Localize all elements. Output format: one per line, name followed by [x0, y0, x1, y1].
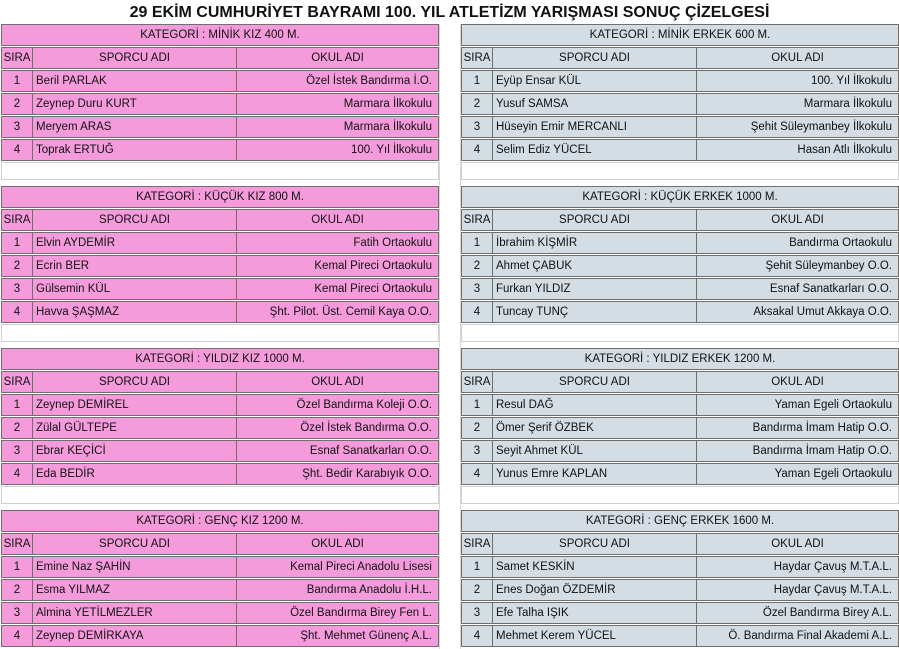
header-sporcu: SPORCU ADI — [32, 372, 236, 392]
spacer-row — [1, 486, 439, 504]
rank-cell: 4 — [13, 468, 21, 480]
category-header — [1, 24, 439, 46]
rank-cell: 3 — [13, 445, 21, 457]
school-name: Haydar Çavuş M.T.A.L. — [696, 557, 898, 577]
category-title: KATEGORİ : YILDIZ ERKEK 1200 M. — [584, 353, 776, 365]
header-sira: SIRA — [463, 376, 491, 388]
column-header-row — [461, 533, 899, 555]
school-name: Ö. Bandırma Final Akademi A.L. — [696, 626, 898, 646]
header-sporcu: SPORCU ADI — [32, 48, 236, 68]
school-name: Özel Bandırma Birey Fen L. — [236, 603, 438, 623]
category-title: KATEGORİ : KÜÇÜK KIZ 800 M. — [136, 191, 304, 203]
header-okul: OKUL ADI — [696, 534, 898, 554]
school-name: Şehit Süleymanbey O.O. — [696, 256, 898, 276]
header-okul: OKUL ADI — [236, 534, 438, 554]
table-row — [1, 301, 439, 323]
column-header-row — [1, 47, 439, 69]
header-sira: SIRA — [463, 538, 491, 550]
school-name: Özel İstek Bandırma O.O. — [236, 418, 438, 438]
school-name: Haydar Çavuş M.T.A.L. — [696, 580, 898, 600]
rank-cell: 4 — [473, 630, 481, 642]
header-okul: OKUL ADI — [696, 210, 898, 230]
column-header-row — [461, 371, 899, 393]
athlete-name: Resul DAĞ — [492, 395, 696, 415]
athlete-name: Esma YILMAZ — [32, 580, 236, 600]
school-name: Şht. Pilot. Üst. Cemil Kaya O.O. — [236, 302, 438, 322]
rank-cell: 1 — [13, 237, 21, 249]
athlete-name: Zeynep Duru KURT — [32, 94, 236, 114]
rank-cell: 3 — [13, 607, 21, 619]
results-grid — [0, 24, 899, 649]
athlete-name: Tuncay TUNÇ — [492, 302, 696, 322]
athlete-name: Zeynep DEMİREL — [32, 395, 236, 415]
category-header — [461, 24, 899, 46]
school-name: Özel İstek Bandırma İ.O. — [236, 71, 438, 91]
header-sira: SIRA — [463, 52, 491, 64]
rank-cell: 3 — [13, 283, 21, 295]
athlete-name: Furkan YILDIZ — [492, 279, 696, 299]
rank-cell: 3 — [473, 607, 481, 619]
school-name: Fatih Ortaokulu — [236, 233, 438, 253]
school-name: Aksakal Umut Akkaya O.O. — [696, 302, 898, 322]
header-okul: OKUL ADI — [696, 372, 898, 392]
athlete-name: Beril PARLAK — [32, 71, 236, 91]
rank-cell: 4 — [13, 144, 21, 156]
school-name: Marmara İlkokulu — [696, 94, 898, 114]
athlete-name: Gülsemin KÜL — [32, 279, 236, 299]
rank-cell: 1 — [13, 75, 21, 87]
table-row — [461, 255, 899, 277]
athlete-name: Ecrin BER — [32, 256, 236, 276]
school-name: Esnaf Sanatkarları O.O. — [236, 441, 438, 461]
rank-cell: 2 — [13, 422, 21, 434]
table-row — [461, 278, 899, 300]
rank-cell: 4 — [13, 306, 21, 318]
table-row — [1, 579, 439, 601]
school-name: Bandırma Ortaokulu — [696, 233, 898, 253]
school-name: Bandırma Anadolu İ.H.L. — [236, 580, 438, 600]
table-row — [1, 70, 439, 92]
column-header-row — [461, 209, 899, 231]
rank-cell: 1 — [473, 75, 481, 87]
table-row — [461, 116, 899, 138]
header-sira: SIRA — [3, 376, 31, 388]
athlete-name: Yusuf SAMSA — [492, 94, 696, 114]
table-row — [1, 602, 439, 624]
table-row — [1, 440, 439, 462]
school-name: Esnaf Sanatkarları O.O. — [696, 279, 898, 299]
rank-cell: 3 — [473, 445, 481, 457]
school-name: Kemal Pireci Ortaokulu — [236, 279, 438, 299]
rank-cell: 1 — [473, 399, 481, 411]
table-row — [1, 255, 439, 277]
table-row — [1, 278, 439, 300]
rank-cell: 2 — [13, 584, 21, 596]
school-name: Marmara İlkokulu — [236, 94, 438, 114]
rank-cell: 1 — [13, 561, 21, 573]
athlete-name: Ahmet ÇABUK — [492, 256, 696, 276]
category-title: KATEGORİ : GENÇ KIZ 1200 M. — [136, 515, 304, 527]
spacer-row — [1, 324, 439, 342]
school-name: 100. Yıl İlkokulu — [696, 71, 898, 91]
rank-cell: 3 — [13, 121, 21, 133]
athlete-name: Almina YETİLMEZLER — [32, 603, 236, 623]
school-name: Şht. Bedir Karabıyık O.O. — [236, 464, 438, 484]
athlete-name: Eda BEDİR — [32, 464, 236, 484]
table-row — [461, 556, 899, 578]
school-name: Kemal Pireci Ortaokulu — [236, 256, 438, 276]
rank-cell: 1 — [473, 237, 481, 249]
school-name: Kemal Pireci Anadolu Lisesi — [236, 557, 438, 577]
spacer-row — [461, 486, 899, 504]
rank-cell: 2 — [473, 422, 481, 434]
header-sira: SIRA — [3, 214, 31, 226]
table-row — [461, 70, 899, 92]
rank-cell: 2 — [13, 260, 21, 272]
column-divider — [439, 24, 461, 649]
table-row — [1, 394, 439, 416]
school-name: Bandırma İmam Hatip O.O. — [696, 441, 898, 461]
column-header-row — [1, 533, 439, 555]
athlete-name: Hüseyin Emir MERCANLI — [492, 117, 696, 137]
table-row — [1, 625, 439, 647]
athlete-name: Selim Ediz YÜCEL — [492, 140, 696, 160]
table-row — [1, 139, 439, 161]
header-sporcu: SPORCU ADI — [32, 534, 236, 554]
header-sira: SIRA — [463, 214, 491, 226]
header-okul: OKUL ADI — [696, 48, 898, 68]
school-name: Bandırma İmam Hatip O.O. — [696, 418, 898, 438]
column-header-row — [1, 209, 439, 231]
table-row — [461, 602, 899, 624]
header-sporcu: SPORCU ADI — [492, 210, 696, 230]
athlete-name: Yunus Emre KAPLAN — [492, 464, 696, 484]
athlete-name: Toprak ERTUĞ — [32, 140, 236, 160]
spacer-row — [461, 162, 899, 180]
category-header — [461, 348, 899, 370]
table-row — [461, 232, 899, 254]
athlete-name: Havva ŞAŞMAZ — [32, 302, 236, 322]
rank-cell: 2 — [473, 584, 481, 596]
athlete-name: Ömer Şerif ÖZBEK — [492, 418, 696, 438]
table-row — [461, 625, 899, 647]
header-sporcu: SPORCU ADI — [492, 48, 696, 68]
category-title: KATEGORİ : YILDIZ KIZ 1000 M. — [135, 353, 305, 365]
header-sporcu: SPORCU ADI — [32, 210, 236, 230]
category-header — [461, 510, 899, 532]
table-row — [461, 93, 899, 115]
athlete-name: Mehmet Kerem YÜCEL — [492, 626, 696, 646]
header-sira: SIRA — [3, 52, 31, 64]
column-header-row — [461, 47, 899, 69]
table-row — [1, 417, 439, 439]
spacer-row — [1, 162, 439, 180]
athlete-name: Ebrar KEÇİCİ — [32, 441, 236, 461]
table-row — [461, 440, 899, 462]
rank-cell: 3 — [473, 283, 481, 295]
rank-cell: 4 — [473, 306, 481, 318]
table-row — [1, 463, 439, 485]
athlete-name: Zülal GÜLTEPE — [32, 418, 236, 438]
rank-cell: 4 — [473, 144, 481, 156]
athlete-name: Meryem ARAS — [32, 117, 236, 137]
athlete-name: Seyit Ahmet KÜL — [492, 441, 696, 461]
rank-cell: 2 — [473, 260, 481, 272]
table-row — [1, 232, 439, 254]
school-name: Özel Bandırma Koleji O.O. — [236, 395, 438, 415]
header-okul: OKUL ADI — [236, 372, 438, 392]
athlete-name: Emine Naz ŞAHİN — [32, 557, 236, 577]
table-row — [461, 579, 899, 601]
school-name: Hasan Atlı İlkokulu — [696, 140, 898, 160]
rank-cell: 3 — [473, 121, 481, 133]
table-row — [461, 139, 899, 161]
rank-cell: 1 — [473, 561, 481, 573]
school-name: 100. Yıl İlkokulu — [236, 140, 438, 160]
table-row — [461, 394, 899, 416]
page-title: 29 EKİM CUMHURİYET BAYRAMI 100. YIL ATLETİZM YARIŞMASI SONUÇ ÇİZELGESİ — [129, 4, 770, 21]
rank-cell: 4 — [13, 630, 21, 642]
table-row — [1, 93, 439, 115]
school-name: Özel Bandırma Birey A.L. — [696, 603, 898, 623]
category-title: KATEGORİ : MİNİK ERKEK 600 M. — [589, 29, 771, 41]
table-row — [461, 463, 899, 485]
header-sporcu: SPORCU ADI — [492, 534, 696, 554]
athlete-name: Efe Talha IŞIK — [492, 603, 696, 623]
athlete-name: Elvin AYDEMİR — [32, 233, 236, 253]
spacer-row — [461, 324, 899, 342]
header-okul: OKUL ADI — [236, 210, 438, 230]
table-row — [1, 556, 439, 578]
school-name: Yaman Egeli Ortaokulu — [696, 395, 898, 415]
school-name: Marmara İlkokulu — [236, 117, 438, 137]
rank-cell: 2 — [473, 98, 481, 110]
athlete-name: Zeynep DEMİRKAYA — [32, 626, 236, 646]
header-sporcu: SPORCU ADI — [492, 372, 696, 392]
school-name: Şehit Süleymanbey İlkokulu — [696, 117, 898, 137]
school-name: Yaman Egeli Ortaokulu — [696, 464, 898, 484]
category-header — [461, 186, 899, 208]
school-name: Şht. Mehmet Günenç A.L. — [236, 626, 438, 646]
athlete-name: Eyüp Ensar KÜL — [492, 71, 696, 91]
athlete-name: Samet KESKİN — [492, 557, 696, 577]
category-title: KATEGORİ : MİNİK KIZ 400 M. — [140, 29, 300, 41]
category-title: KATEGORİ : KÜÇÜK ERKEK 1000 M. — [582, 191, 778, 203]
category-header — [1, 510, 439, 532]
athlete-name: İbrahim KİŞMİR — [492, 233, 696, 253]
rank-cell: 1 — [13, 399, 21, 411]
table-row — [1, 116, 439, 138]
rank-cell: 4 — [473, 468, 481, 480]
category-header — [1, 348, 439, 370]
table-row — [461, 417, 899, 439]
rank-cell: 2 — [13, 98, 21, 110]
header-sira: SIRA — [3, 538, 31, 550]
header-okul: OKUL ADI — [236, 48, 438, 68]
category-title: KATEGORİ : GENÇ ERKEK 1600 M. — [585, 515, 775, 527]
athlete-name: Enes Doğan ÖZDEMİR — [492, 580, 696, 600]
table-row — [461, 301, 899, 323]
column-header-row — [1, 371, 439, 393]
category-header — [1, 186, 439, 208]
